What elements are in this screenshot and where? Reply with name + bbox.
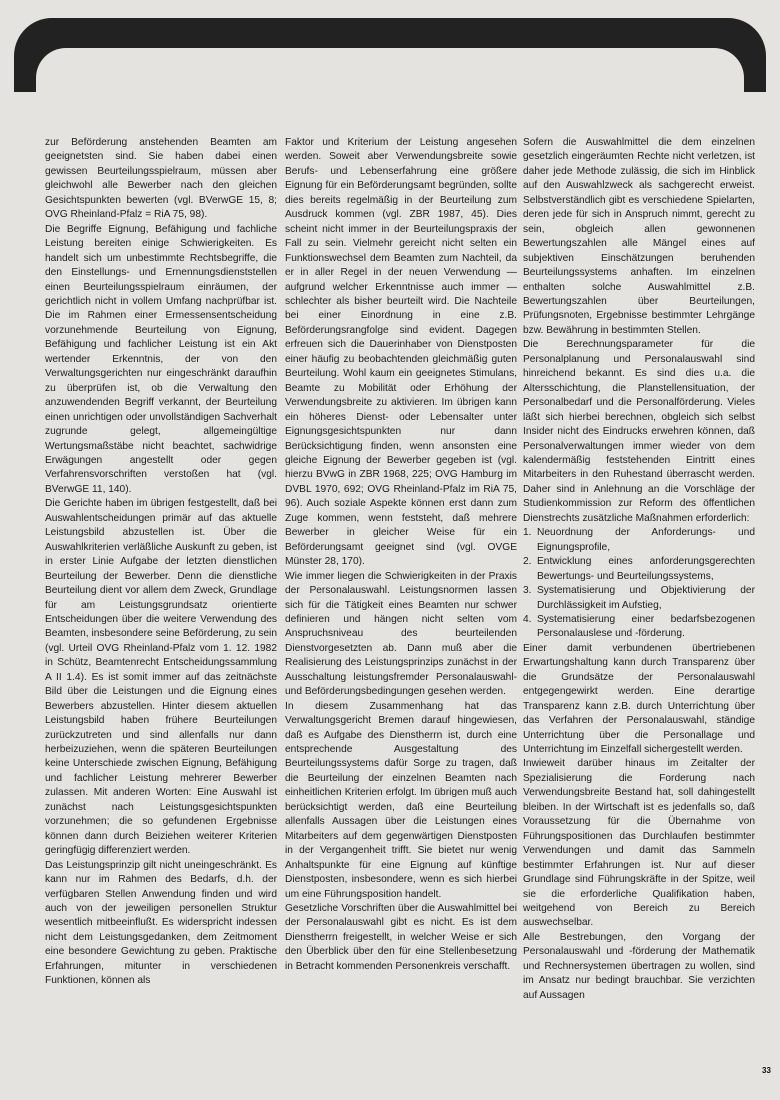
paragraph: Das Leistungsprinzip gilt nicht uneingeschränkt. Es kann nur im Rahmen des Bedarfs, d.h. der verfügbaren Stellen Anwendung finden und wird auch von der jeweiligen personellen Struktur wesentlich mitbeeinflußt. Es widerspricht indessen nicht dem Leistungsgedanken, dem Zeitmoment eine besondere Gewichtung zu geben. Praktische Erfahrungen, mitunter in verschiedenen Funktionen, können als [45, 859, 277, 987]
list-item [523, 613, 755, 642]
paragraph: In diesem Zusammenhang hat das Verwaltungsgericht Bremen darauf hingewiesen, daß es Aufgabe des Dienstherrn ist, durch eine entsprechende Ausgestaltung des Beurteilungssystems dafür Sorge zu tragen, daß die Beurteilung der einzelnen Beamten nach einheitlichen Kriterien erfolgt. Im übrigen muß auch berücksichtigt werden, daß eine Beurteilung allenfalls Aussagen über die Leistungen eines Mitarbeiters auf dem gegenwärtigen Dienstposten in der Vergangenheit trifft. Sie bietet nur wenig Anhaltspunkte für eine Eignung auf künftige Dienstposten, insbesondere, wenn es sich hierbei um eine Führungsposition handelt. [285, 700, 517, 900]
list-text: Entwicklung eines anforderungsgerechten Bewertungs- und Beurteilungssystems, [537, 556, 755, 582]
list-text: Systematisierung einer bedarfsbezogenen Personalauslese und -förderung. [537, 613, 755, 640]
paragraph: Sofern die Auswahlmittel die dem einzelnen gesetzlich eingeräumten Rechte nicht verletzen, ist daher jede Methode zulässig, die sich im Hinblick auf den Auswahlzweck als sachgerecht erweist. Selbstverständlich gibt es verschiedene Spielarten, deren jede für sich in Anspruch nimmt, gerecht zu sein, obgleich allen gewonnenen Bewertungszahlen alle Mängel eines auf subjektiven Einschätzungen beruhenden Beurteilungssystems anhaften. Im einzelnen enthalten solche Auswahlmittel z.B. Bewertungszahlen über Beurteilungen, Prüfungsnoten, Ergebnisse bestimmter Lehrgänge bzw. Bewährung in bestimmten Stellen. [523, 137, 755, 336]
paragraph: Faktor und Kriterium der Leistung angesehen werden. Soweit aber Verwendungsbreite sowie Berufs- und Lebenserfahrung eine größere Eignung für ein Beförderungsamt begründen, sollte dies bereits regelmäßig in der Beurteilung zum Ausdruck kommen (vgl. ZBR 1987, 45). Dies scheint nicht immer in der Beurteilungspraxis der Fall zu sein. Vielmehr gereicht nicht selten ein Funktionswechsel dem Beamten zum Nachteil, da er in aller Regel in der neuen Verwendung — aufgrund welcher Erkenntnisse auch immer — schlechter als bisher beurteilt wird. Die Nachteile bei einer Einordnung in eine z.B. Beförderungsrangfolge sind evident. Dagegen erfreuen sich die Dauerinhaber von Dienstposten einer häufig zu beobachtenden gleichmäßig guten Beurteilung. Wohl kaum ein geeignetes Stimulans, Beamte zu Mobilität oder Erhöhung der Verwendungsbreite zu aktivieren. Im übrigen kann ein höheres Dienst- oder Lebensalter unter Eignungsgesichtspunkten nur dann Berücksichtigung finden, wenn ansonsten eine gleiche Eignung der Bewerber gegeben ist (vgl. hierzu BVwG in ZBR 1968, 225; OVG Hamburg im DVBL 1970, 692; OVG Rheinland-Pfalz im RiA 75, 96). Auch soziale Aspekte können erst dann zum Zuge kommen, wenn feststeht, daß mehrere Bewerber in gleicher Weise für ein Beförderungsamt geeignet sind (vgl. OVGE Münster 28, 170). [285, 137, 517, 568]
list-number: 2. [523, 556, 532, 568]
paragraph: Die Begriffe Eignung, Befähigung und fachliche Leistung bereiten einige Schwierigkeiten. Es handelt sich um unbestimmte Rechtsbegriffe, die den Einstellungs- und Ernennungsdienststellen einen Beurteilungsspielraum einräumen, der gerichtlich nicht in vollem Umfang nachprüfbar ist. Die im Rahmen einer Ermessensentscheidung vorzunehmende Beurteilung von Eignung, Befähigung und fachlicher Leistung ist ein Akt wertender Erkenntnis, der von den Verwaltungsgerichten nur eingeschränkt daraufhin zu überprüfen ist, ob die Verwaltung den anzuwendenden Begriff verkannt, der Beurteilung einen unrichtigen oder unvollständigen Sachverhalt zugrunde gelegt, allgemeingültige Wertungsmaßstäbe nicht beachtet, sachwidrige Erwägungen angestellt oder gegen Verfahrensvorschriften verstoßen hat (vgl. BVerwGE 11, 140). [45, 223, 277, 495]
paragraph: Die Gerichte haben im übrigen festgestellt, daß bei Auswahlentscheidungen primär auf das aktuelle Leistungsbild abzustellen ist. Über die Auswahlkriterien verläßliche Auskunft zu geben, ist in erster Linie Aufgabe der letzten dienstlichen Beurteilung der Bewerber. Denn die dienstliche Beurteilung dient vor allem dem Zweck, Grundlage für am Leistungsgrundsatz orientierte Entscheidungen über die weitere Verwendung des Beamten, insbesondere seine Beförderung, zu sein (vgl. Urteil OVG Rheinland-Pfalz vom 1. 12. 1982 in Schütz, Beamtenrecht Entscheidungssammlung A II 1.4). Es ist somit immer auf das zeitnächste Bild über die Leistungen und die Eignung eines Bewerbers abzustellen. Hinter diesem aktuellen Leistungsbild haben frühere Beurteilungen zurückzutreten und sind allenfalls nur dann herbeizuziehen, wenn die späteren Beurteilungen keine Unterschiede zwischen Eignung, Befähigung und fachlicher Leistung mehrerer Bewerber zulassen. Mit anderen Worten: Eine Auswahl ist zunächst nach Leistungsgesichtspunkten vorzunehmen; die so gefundenen Ergebnisse können dann durch Beiziehen weiterer Kriterien geringfügig differenziert werden. [45, 498, 277, 857]
list-number: 3. [523, 585, 532, 597]
paragraph: Die Berechnungsparameter für die Personalplanung und Personalauswahl sind hinreichend bekannt. Es sind dies u.a. die Altersschichtung, die Planstellensituation, der Personalbedarf und die Personalförderung. Vieles läßt sich hierbei berechnen, obgleich sich selbst Insider nicht des Eindrucks erwehren können, daß Personalverwaltungen immer wieder von dem kalendermäßig feststehenden Eintritt eines Mitarbeiters in den Ruhestand überrascht werden. Daher sind in Anlehnung an die Vorschläge der Studienkommission zur Reform des öffentlichen Dienstrechts zusätzliche Maßnahmen erforderlich: [523, 339, 755, 524]
list-text: Neuordnung der Anforderungs- und Eignungsprofile, [537, 527, 755, 553]
text-column-2 [285, 136, 517, 974]
header-decoration [14, 18, 766, 92]
paragraph: Einer damit verbundenen übertriebenen Erwartungshaltung kann durch Transparenz über die Grundsätze der Personalauswahl entgegengewirkt werden. Eine derartige Transparenz kann z.B. durch Unterrichtung über das Verfahren der Personalauswahl, ständige Unterrichtung über die Personallage und Unterrichtung im Einzelfall sichergestellt werden. [523, 642, 755, 756]
paragraph: Wie immer liegen die Schwierigkeiten in der Praxis der Personalauswahl. Leistungsnormen lassen sich für die Tätigkeit eines Beamten nur schwer definieren und hängen nicht selten vom Anspruchsniveau des beurteilenden Dienstvorgesetzten ab. Dann muß aber die Realisierung des Leistungsprinzips zunächst in der Ausschaltung leistungsfremder Personalauswahl- und Beförderungsbedingungen gesehen werden. [285, 570, 517, 698]
text-column-3 [523, 136, 755, 1003]
list-item [523, 555, 755, 584]
text-column-1 [45, 136, 277, 989]
paragraph: Gesetzliche Vorschriften über die Auswahlmittel bei der Personalauswahl gibt es nicht. Es ist dem Dienstherrn freigestellt, in welcher Weise er sich den Überblick über den für eine Stellenbesetzung in Betracht kommenden Personenkreis verschafft. [285, 903, 517, 972]
list-number: 1. [523, 527, 532, 539]
list-item [523, 584, 755, 613]
list-item [523, 526, 755, 555]
measures-list [523, 526, 755, 642]
page-number: 33 [762, 1066, 771, 1075]
paragraph: Inwieweit darüber hinaus im Zeitalter der Spezialisierung die Forderung nach Verwendungsbreite Bestand hat, soll dahingestellt bleiben. In der Wirtschaft ist es jedenfalls so, daß Voraussetzung für die Übernahme von Führungspositionen das Durchlaufen bestimmter Verwendungen und damit das Sammeln bestimmter Erfahrungen ist. Nur auf dieser Grundlage sind Führungskräfte in der Spitze, weil sie die erforderliche Qualifikation haben, weitgehend von Bereich zu Bereich auswechselbar. [523, 758, 755, 929]
list-text: Systematisierung und Objektivierung der Durchlässigkeit im Aufstieg, [537, 585, 755, 611]
paragraph: Alle Bestrebungen, den Vorgang der Personalauswahl und -förderung der Mathematik und Rechnersystemen übertragen zu wollen, sind im Ansatz nur bedingt brauchbar. Sie verzichten auf Aussagen [523, 931, 755, 1001]
paragraph: zur Beförderung anstehenden Beamten am geeignetsten sind. Sie haben dabei einen gewissen Beurteilungsspielraum, müssen aber gleichwohl alle Bewerber nach den gleichen Gesichtspunkten bewerten (vgl. BVerwGE 15, 8; OVG Rheinland-Pfalz = RiA 75, 98). [45, 137, 277, 221]
list-number: 4. [523, 613, 532, 625]
